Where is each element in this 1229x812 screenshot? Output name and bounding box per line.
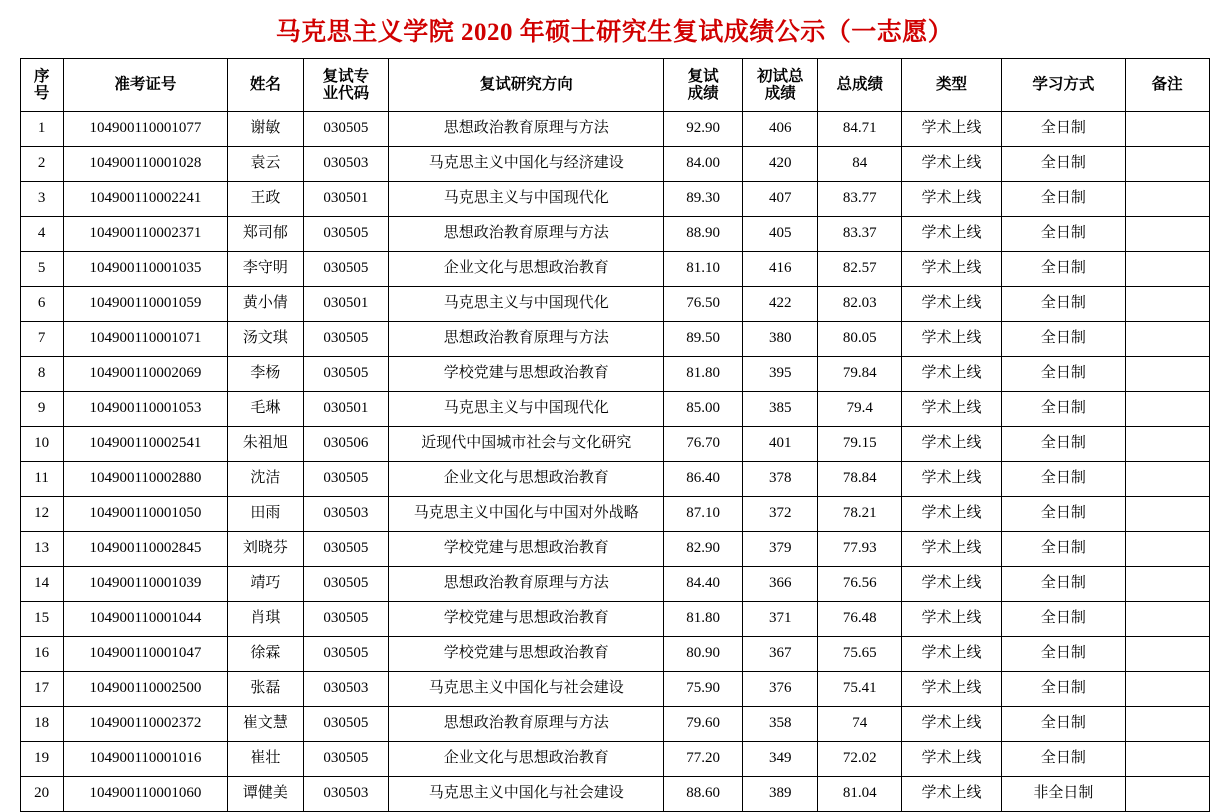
table-row	[20, 497, 1209, 532]
cell-type: 学术上线	[902, 357, 1002, 392]
cell-remark	[1125, 392, 1209, 427]
cell-ticket: 104900110001059	[63, 287, 227, 322]
cell-remark	[1125, 777, 1209, 812]
cell-prelim-score: 358	[742, 707, 818, 742]
cell-study-mode: 全日制	[1001, 427, 1125, 462]
cell-ticket: 104900110002845	[63, 532, 227, 567]
cell-study-mode: 全日制	[1001, 112, 1125, 147]
column-header-study-mode: 学习方式	[1001, 59, 1125, 112]
cell-major-code: 030505	[303, 217, 389, 252]
cell-total-score: 83.37	[818, 217, 902, 252]
cell-direction: 马克思主义与中国现代化	[389, 182, 664, 217]
cell-major-code: 030503	[303, 672, 389, 707]
cell-study-mode: 全日制	[1001, 252, 1125, 287]
column-header-type: 类型	[902, 59, 1002, 112]
cell-ticket: 104900110002500	[63, 672, 227, 707]
cell-study-mode: 全日制	[1001, 322, 1125, 357]
cell-total-score: 82.57	[818, 252, 902, 287]
cell-study-mode: 全日制	[1001, 637, 1125, 672]
table-row	[20, 287, 1209, 322]
column-header-retest-score	[664, 59, 743, 112]
cell-total-score: 81.04	[818, 777, 902, 812]
cell-type: 学术上线	[902, 427, 1002, 462]
cell-ticket: 104900110002069	[63, 357, 227, 392]
cell-name: 汤文琪	[228, 322, 304, 357]
cell-retest-score: 82.90	[664, 532, 743, 567]
cell-remark	[1125, 147, 1209, 182]
cell-name: 徐霖	[228, 637, 304, 672]
cell-study-mode: 全日制	[1001, 707, 1125, 742]
cell-retest-score: 84.40	[664, 567, 743, 602]
cell-type: 学术上线	[902, 182, 1002, 217]
column-header-prelim-score-line2: 成绩	[764, 85, 796, 102]
cell-retest-score: 89.30	[664, 182, 743, 217]
cell-total-score: 79.15	[818, 427, 902, 462]
cell-name: 李守明	[228, 252, 304, 287]
cell-ticket: 104900110001050	[63, 497, 227, 532]
cell-study-mode: 全日制	[1001, 532, 1125, 567]
cell-total-score: 83.77	[818, 182, 902, 217]
cell-prelim-score: 420	[742, 147, 818, 182]
cell-prelim-score: 372	[742, 497, 818, 532]
cell-major-code: 030503	[303, 497, 389, 532]
cell-index: 18	[20, 707, 63, 742]
cell-direction: 近现代中国城市社会与文化研究	[389, 427, 664, 462]
cell-index: 9	[20, 392, 63, 427]
cell-type: 学术上线	[902, 322, 1002, 357]
cell-retest-score: 80.90	[664, 637, 743, 672]
cell-direction: 学校党建与思想政治教育	[389, 532, 664, 567]
cell-study-mode: 全日制	[1001, 357, 1125, 392]
cell-direction: 思想政治教育原理与方法	[389, 707, 664, 742]
cell-direction: 马克思主义中国化与社会建设	[389, 777, 664, 812]
cell-remark	[1125, 707, 1209, 742]
cell-major-code: 030506	[303, 427, 389, 462]
table-row	[20, 427, 1209, 462]
cell-study-mode: 全日制	[1001, 462, 1125, 497]
cell-name: 黄小倩	[228, 287, 304, 322]
cell-index: 5	[20, 252, 63, 287]
table-row	[20, 567, 1209, 602]
table-row	[20, 707, 1209, 742]
cell-retest-score: 92.90	[664, 112, 743, 147]
cell-retest-score: 85.00	[664, 392, 743, 427]
table-row	[20, 182, 1209, 217]
cell-remark	[1125, 567, 1209, 602]
cell-retest-score: 81.10	[664, 252, 743, 287]
cell-retest-score: 81.80	[664, 357, 743, 392]
cell-retest-score: 88.90	[664, 217, 743, 252]
cell-study-mode: 全日制	[1001, 672, 1125, 707]
cell-direction: 思想政治教育原理与方法	[389, 217, 664, 252]
cell-index: 8	[20, 357, 63, 392]
cell-ticket: 104900110001077	[63, 112, 227, 147]
cell-total-score: 76.56	[818, 567, 902, 602]
table-row	[20, 777, 1209, 812]
cell-study-mode: 全日制	[1001, 742, 1125, 777]
table-header	[20, 59, 1209, 112]
cell-ticket: 104900110002541	[63, 427, 227, 462]
cell-total-score: 76.48	[818, 602, 902, 637]
cell-type: 学术上线	[902, 742, 1002, 777]
cell-index: 20	[20, 777, 63, 812]
cell-total-score: 75.65	[818, 637, 902, 672]
cell-prelim-score: 385	[742, 392, 818, 427]
cell-major-code: 030501	[303, 392, 389, 427]
column-header-prelim-score	[742, 59, 818, 112]
cell-total-score: 84	[818, 147, 902, 182]
cell-major-code: 030505	[303, 567, 389, 602]
cell-direction: 学校党建与思想政治教育	[389, 637, 664, 672]
table-row	[20, 672, 1209, 707]
cell-major-code: 030505	[303, 322, 389, 357]
cell-prelim-score: 380	[742, 322, 818, 357]
cell-study-mode: 全日制	[1001, 497, 1125, 532]
cell-remark	[1125, 287, 1209, 322]
cell-major-code: 030503	[303, 777, 389, 812]
cell-type: 学术上线	[902, 287, 1002, 322]
cell-major-code: 030505	[303, 357, 389, 392]
cell-name: 谢敏	[228, 112, 304, 147]
cell-index: 16	[20, 637, 63, 672]
cell-study-mode: 全日制	[1001, 567, 1125, 602]
cell-index: 17	[20, 672, 63, 707]
table-row	[20, 112, 1209, 147]
cell-index: 14	[20, 567, 63, 602]
cell-index: 1	[20, 112, 63, 147]
cell-ticket: 104900110001016	[63, 742, 227, 777]
column-header-index-line1: 序	[33, 67, 50, 85]
cell-index: 13	[20, 532, 63, 567]
table-row	[20, 462, 1209, 497]
cell-index: 11	[20, 462, 63, 497]
cell-prelim-score: 405	[742, 217, 818, 252]
cell-name: 肖琪	[228, 602, 304, 637]
cell-prelim-score: 349	[742, 742, 818, 777]
column-header-index-line2: 号	[33, 85, 50, 102]
cell-name: 田雨	[228, 497, 304, 532]
cell-study-mode: 全日制	[1001, 147, 1125, 182]
column-header-name: 姓名	[228, 59, 304, 112]
cell-prelim-score: 389	[742, 777, 818, 812]
cell-type: 学术上线	[902, 147, 1002, 182]
cell-ticket: 104900110002371	[63, 217, 227, 252]
cell-direction: 企业文化与思想政治教育	[389, 252, 664, 287]
cell-name: 毛琳	[228, 392, 304, 427]
cell-ticket: 104900110001053	[63, 392, 227, 427]
cell-prelim-score: 376	[742, 672, 818, 707]
cell-index: 6	[20, 287, 63, 322]
table-row	[20, 357, 1209, 392]
table-row	[20, 322, 1209, 357]
cell-retest-score: 88.60	[664, 777, 743, 812]
column-header-direction: 复试研究方向	[389, 59, 664, 112]
cell-name: 靖巧	[228, 567, 304, 602]
cell-name: 崔壮	[228, 742, 304, 777]
cell-major-code: 030503	[303, 147, 389, 182]
cell-prelim-score: 416	[742, 252, 818, 287]
cell-major-code: 030505	[303, 112, 389, 147]
cell-prelim-score: 379	[742, 532, 818, 567]
cell-study-mode: 全日制	[1001, 182, 1125, 217]
cell-name: 王政	[228, 182, 304, 217]
cell-name: 张磊	[228, 672, 304, 707]
cell-type: 学术上线	[902, 252, 1002, 287]
cell-type: 学术上线	[902, 532, 1002, 567]
cell-major-code: 030505	[303, 637, 389, 672]
cell-total-score: 79.4	[818, 392, 902, 427]
cell-ticket: 104900110001039	[63, 567, 227, 602]
cell-type: 学术上线	[902, 707, 1002, 742]
cell-ticket: 104900110001044	[63, 602, 227, 637]
cell-remark	[1125, 217, 1209, 252]
cell-remark	[1125, 462, 1209, 497]
cell-total-score: 72.02	[818, 742, 902, 777]
cell-remark	[1125, 497, 1209, 532]
column-header-index	[20, 59, 63, 112]
cell-prelim-score: 378	[742, 462, 818, 497]
cell-type: 学术上线	[902, 497, 1002, 532]
cell-ticket: 104900110001028	[63, 147, 227, 182]
page-title: 马克思主义学院 2020 年硕士研究生复试成绩公示（一志愿）	[275, 19, 954, 46]
column-header-prelim-score-line1: 初试总	[756, 67, 804, 85]
cell-name: 袁云	[228, 147, 304, 182]
cell-direction: 马克思主义中国化与中国对外战略	[389, 497, 664, 532]
cell-direction: 马克思主义与中国现代化	[389, 392, 664, 427]
cell-name: 崔文慧	[228, 707, 304, 742]
cell-remark	[1125, 427, 1209, 462]
cell-type: 学术上线	[902, 392, 1002, 427]
cell-study-mode: 非全日制	[1001, 777, 1125, 812]
cell-total-score: 84.71	[818, 112, 902, 147]
cell-remark	[1125, 742, 1209, 777]
cell-prelim-score: 367	[742, 637, 818, 672]
cell-ticket: 104900110001060	[63, 777, 227, 812]
cell-study-mode: 全日制	[1001, 287, 1125, 322]
cell-name: 朱祖旭	[228, 427, 304, 462]
cell-index: 2	[20, 147, 63, 182]
cell-prelim-score: 407	[742, 182, 818, 217]
cell-retest-score: 77.20	[664, 742, 743, 777]
cell-direction: 学校党建与思想政治教育	[389, 357, 664, 392]
cell-remark	[1125, 672, 1209, 707]
cell-name: 刘晓芬	[228, 532, 304, 567]
cell-ticket: 104900110001035	[63, 252, 227, 287]
cell-total-score: 82.03	[818, 287, 902, 322]
cell-type: 学术上线	[902, 637, 1002, 672]
column-header-retest-score-line2: 成绩	[687, 85, 719, 102]
cell-major-code: 030501	[303, 182, 389, 217]
cell-major-code: 030501	[303, 287, 389, 322]
cell-prelim-score: 395	[742, 357, 818, 392]
cell-major-code: 030505	[303, 742, 389, 777]
table-row	[20, 742, 1209, 777]
column-header-major-code	[303, 59, 389, 112]
column-header-major-code-line1: 复试专	[322, 67, 370, 85]
cell-index: 19	[20, 742, 63, 777]
column-header-ticket: 准考证号	[63, 59, 227, 112]
cell-ticket: 104900110001071	[63, 322, 227, 357]
cell-name: 李杨	[228, 357, 304, 392]
cell-ticket: 104900110001047	[63, 637, 227, 672]
cell-retest-score: 84.00	[664, 147, 743, 182]
cell-remark	[1125, 602, 1209, 637]
cell-retest-score: 81.80	[664, 602, 743, 637]
cell-remark	[1125, 252, 1209, 287]
cell-prelim-score: 401	[742, 427, 818, 462]
cell-ticket: 104900110002241	[63, 182, 227, 217]
cell-study-mode: 全日制	[1001, 602, 1125, 637]
cell-remark	[1125, 637, 1209, 672]
cell-direction: 学校党建与思想政治教育	[389, 602, 664, 637]
cell-total-score: 74	[818, 707, 902, 742]
cell-type: 学术上线	[902, 602, 1002, 637]
cell-index: 3	[20, 182, 63, 217]
cell-ticket: 104900110002372	[63, 707, 227, 742]
table-row	[20, 532, 1209, 567]
cell-retest-score: 76.50	[664, 287, 743, 322]
column-header-major-code-line2: 业代码	[322, 85, 370, 102]
cell-type: 学术上线	[902, 672, 1002, 707]
cell-name: 谭健美	[228, 777, 304, 812]
table-body	[20, 112, 1209, 812]
cell-retest-score: 76.70	[664, 427, 743, 462]
cell-retest-score: 75.90	[664, 672, 743, 707]
cell-direction: 思想政治教育原理与方法	[389, 322, 664, 357]
cell-type: 学术上线	[902, 217, 1002, 252]
cell-remark	[1125, 532, 1209, 567]
cell-major-code: 030505	[303, 252, 389, 287]
grades-table	[20, 58, 1210, 812]
cell-type: 学术上线	[902, 112, 1002, 147]
cell-direction: 思想政治教育原理与方法	[389, 567, 664, 602]
table-row	[20, 637, 1209, 672]
cell-name: 郑司郁	[228, 217, 304, 252]
cell-direction: 思想政治教育原理与方法	[389, 112, 664, 147]
cell-remark	[1125, 357, 1209, 392]
cell-prelim-score: 406	[742, 112, 818, 147]
cell-direction: 企业文化与思想政治教育	[389, 462, 664, 497]
cell-remark	[1125, 322, 1209, 357]
column-header-retest-score-line1: 复试	[687, 67, 719, 85]
table-row	[20, 252, 1209, 287]
cell-remark	[1125, 182, 1209, 217]
cell-major-code: 030505	[303, 602, 389, 637]
cell-prelim-score: 366	[742, 567, 818, 602]
cell-direction: 马克思主义与中国现代化	[389, 287, 664, 322]
cell-total-score: 80.05	[818, 322, 902, 357]
cell-name: 沈洁	[228, 462, 304, 497]
cell-type: 学术上线	[902, 777, 1002, 812]
cell-study-mode: 全日制	[1001, 392, 1125, 427]
table-row	[20, 217, 1209, 252]
cell-total-score: 75.41	[818, 672, 902, 707]
cell-retest-score: 79.60	[664, 707, 743, 742]
cell-type: 学术上线	[902, 567, 1002, 602]
cell-index: 15	[20, 602, 63, 637]
cell-total-score: 79.84	[818, 357, 902, 392]
cell-total-score: 77.93	[818, 532, 902, 567]
cell-major-code: 030505	[303, 707, 389, 742]
cell-retest-score: 87.10	[664, 497, 743, 532]
cell-prelim-score: 422	[742, 287, 818, 322]
cell-remark	[1125, 112, 1209, 147]
cell-index: 12	[20, 497, 63, 532]
cell-retest-score: 89.50	[664, 322, 743, 357]
table-row	[20, 392, 1209, 427]
cell-study-mode: 全日制	[1001, 217, 1125, 252]
cell-index: 4	[20, 217, 63, 252]
cell-index: 7	[20, 322, 63, 357]
cell-direction: 马克思主义中国化与社会建设	[389, 672, 664, 707]
cell-total-score: 78.21	[818, 497, 902, 532]
cell-direction: 企业文化与思想政治教育	[389, 742, 664, 777]
cell-ticket: 104900110002880	[63, 462, 227, 497]
cell-direction: 马克思主义中国化与经济建设	[389, 147, 664, 182]
cell-major-code: 030505	[303, 462, 389, 497]
cell-index: 10	[20, 427, 63, 462]
cell-total-score: 78.84	[818, 462, 902, 497]
table-row	[20, 602, 1209, 637]
cell-prelim-score: 371	[742, 602, 818, 637]
table-row	[20, 147, 1209, 182]
column-header-remark: 备注	[1125, 59, 1209, 112]
table-header-row	[20, 59, 1209, 112]
column-header-total-score: 总成绩	[818, 59, 902, 112]
cell-major-code: 030505	[303, 532, 389, 567]
cell-type: 学术上线	[902, 462, 1002, 497]
cell-retest-score: 86.40	[664, 462, 743, 497]
